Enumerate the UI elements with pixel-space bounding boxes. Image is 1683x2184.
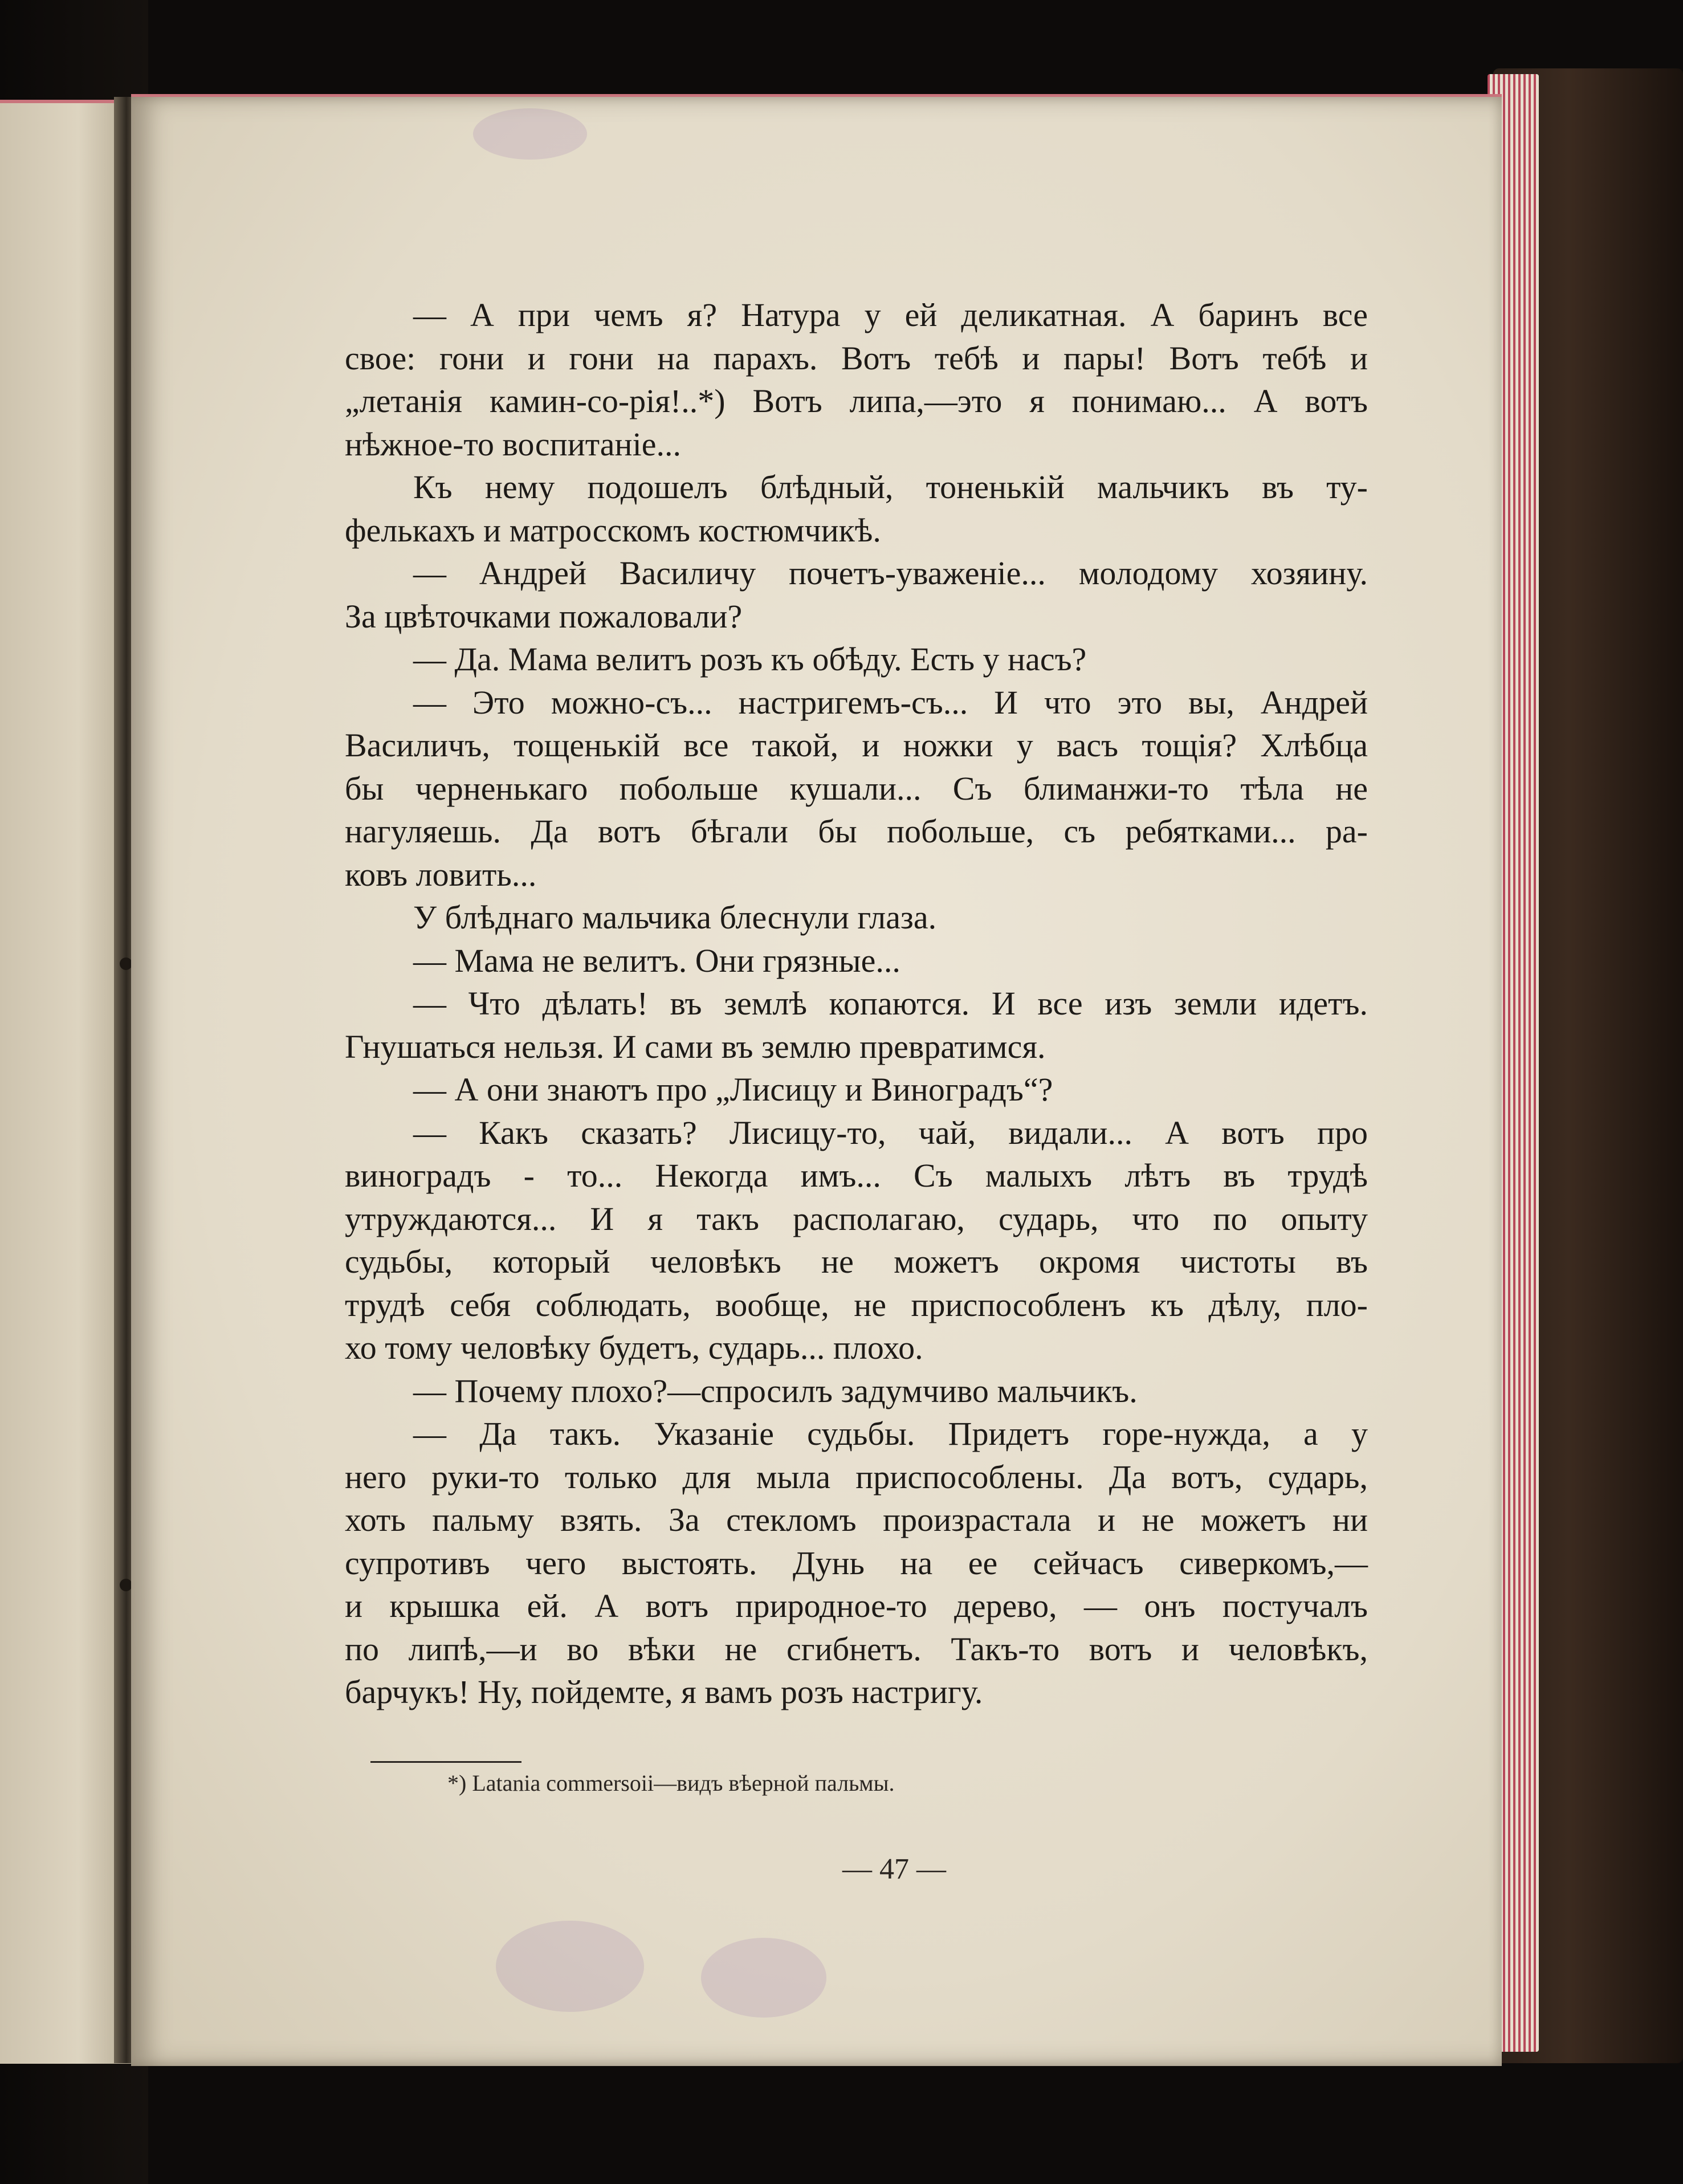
text-line: Василичъ, тощенькій все такой, и ножки у васъ тощія? Хлѣбца <box>345 727 1368 764</box>
text-line: Къ нему подошелъ блѣдный, тоненькій мальчикъ въ ту- <box>413 468 1368 506</box>
ink-stain <box>496 1921 644 2012</box>
text-line: — Что дѣлать! въ землѣ копаются. И все изъ земли идетъ. <box>413 985 1368 1022</box>
text-line: трудѣ себя соблюдать, вообще, не приспособленъ къ дѣлу, пло- <box>345 1286 1368 1323</box>
book-page <box>131 94 1502 2066</box>
text-line: — Мама не велитъ. Они грязные... <box>413 942 900 979</box>
text-line: „летанія камин-со-рія!..*) Вотъ липа,—это я понимаю... А вотъ <box>345 382 1368 419</box>
binding-thread-mark <box>120 957 132 970</box>
text-line: За цвѣточками пожаловали? <box>345 597 743 635</box>
page-body-text <box>345 294 1368 1714</box>
text-line: ковъ ловить... <box>345 855 537 893</box>
text-line: супротивъ чего выстоять. Дунь на ее сейчасъ сиверкомъ,— <box>345 1544 1368 1582</box>
text-line: судьбы, который человѣкъ не можетъ окромя чистоты въ <box>345 1243 1368 1280</box>
text-line: бы черненькаго побольше кушали... Съ блиманжи-то тѣла не <box>345 769 1368 807</box>
text-line: него руки-то только для мыла приспособлены. Да вотъ, сударь, <box>345 1458 1368 1496</box>
text-line: нагуляешь. Да вотъ бѣгали бы побольше, съ ребятками... ра- <box>345 813 1368 850</box>
page-number: — 47 — <box>842 1853 946 1885</box>
binding-thread-mark <box>120 1579 132 1591</box>
ink-stain <box>701 1938 826 2018</box>
text-line: хоть пальму взять. За стекломъ произрастала и не можетъ ни <box>345 1501 1368 1538</box>
footnote: *) Latania commersoii—видъ вѣерной пальмы. <box>447 1770 895 1796</box>
text-line: — А при чемъ я? Натура у ей деликатная. А баринъ все <box>413 296 1368 333</box>
text-line: по липѣ,—и во вѣки не сгибнетъ. Такъ-то вотъ и человѣкъ, <box>345 1630 1368 1668</box>
text-line: свое: гони и гони на парахъ. Вотъ тебѣ и пары! Вотъ тебѣ и <box>345 339 1368 377</box>
text-line: — Да такъ. Указаніе судьбы. Придетъ горе-нужда, а у <box>413 1415 1368 1452</box>
text-line: — Да. Мама велитъ розъ къ обѣду. Есть у насъ? <box>413 641 1087 678</box>
text-line: нѣжное-то воспитаніе... <box>345 425 681 463</box>
text-line: фелькахъ и матросскомъ костюмчикѣ. <box>345 511 881 549</box>
text-line: барчукъ! Ну, пойдемте, я вамъ розъ настригу. <box>345 1673 983 1710</box>
text-line: — А они знаютъ про „Лисицу и Виноградъ“? <box>413 1071 1053 1108</box>
text-line: утруждаются... И я такъ располагаю, сударь, что по опыту <box>345 1200 1368 1237</box>
text-line: и крышка ей. А вотъ природное-то дерево, — онъ постучалъ <box>345 1587 1368 1624</box>
text-line: — Это можно-съ... настригемъ-съ... И что это вы, Андрей <box>413 683 1368 721</box>
text-line: У блѣднаго мальчика блеснули глаза. <box>413 899 937 936</box>
footnote-rule <box>370 1761 521 1763</box>
text-line: — Какъ сказать? Лисицу-то, чай, видали... А вотъ про <box>413 1114 1368 1151</box>
text-line: — Андрей Василичу почетъ-уваженіе... молодому хозяину. <box>413 555 1368 592</box>
left-facing-page <box>0 100 131 2064</box>
text-line: — Почему плохо?—спросилъ задумчиво мальчикъ. <box>413 1372 1138 1409</box>
text-line: виноградъ - то... Некогда имъ... Съ малыхъ лѣтъ въ трудѣ <box>345 1157 1368 1194</box>
ink-stain <box>473 108 587 160</box>
text-line: хо тому человѣку будетъ, сударь... плохо. <box>345 1329 923 1366</box>
text-line: Гнушаться нельзя. И сами въ землю превратимся. <box>345 1028 1046 1065</box>
